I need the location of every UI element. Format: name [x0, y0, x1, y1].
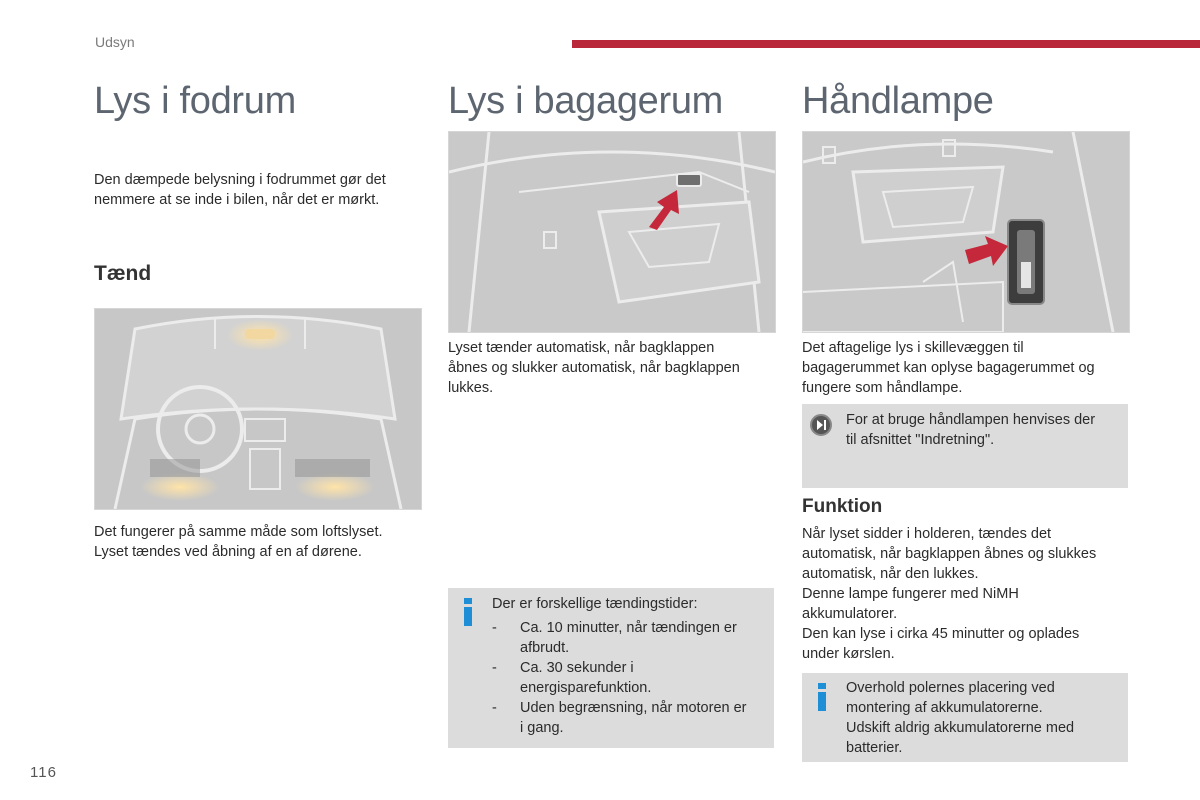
- subtitle-taend: Tænd: [94, 262, 152, 285]
- battery-info-text: Overhold polernes placering ved montering af akkumulatorerne. Udskift aldrig akkumulatorerne med batterier.: [846, 680, 1075, 756]
- header-accent-bar: [572, 40, 1200, 48]
- col3-caption: [802, 338, 1142, 398]
- col2-caption-line: Lyset tænder automatisk, når bagklappen: [448, 340, 715, 356]
- col1-caption-line: Lyset tændes ved åbning af en af dørene.: [94, 544, 362, 560]
- trunk-light-illustration: [448, 131, 776, 333]
- reference-box: [802, 404, 1128, 488]
- col3-body: Når lyset sidder i holderen, tændes det automatisk, når bagklappen åbnes og slukkes automatisk, når den lukkes. Denne lampe fungerer med NiMH akkumulatorer. Den kan lyse i cirka 45 minutter og oplades under kørslen.: [802, 526, 1097, 662]
- col1-intro: [94, 170, 424, 210]
- footwell-light-illustration: [94, 308, 422, 510]
- col3-caption-line: bagagerummet kan oplyse bagagerummet og: [802, 360, 1095, 376]
- info-box-batteries: [802, 673, 1128, 762]
- col2-caption-line: åbnes og slukker automatisk, når bagklappen: [448, 360, 740, 376]
- reference-icon: [810, 414, 832, 436]
- col1-caption-line: Det fungerer på samme måde som loftslyset.: [94, 524, 383, 540]
- info-lead: Der er forskellige tændingstider:: [492, 596, 698, 612]
- info-icon: [464, 598, 472, 626]
- info-icon: [818, 683, 826, 711]
- info-box-lighting-times: [448, 588, 774, 748]
- list-item: - Ca. 30 sekunder i energisparefunktion.: [492, 660, 652, 696]
- hand-lamp-illustration: [802, 131, 1130, 333]
- page-number: 116: [30, 764, 57, 781]
- section-label: Udsyn: [95, 34, 135, 50]
- reference-text: For at bruge håndlampen henvises der til afsnittet "Indretning".: [846, 412, 1096, 448]
- col1-intro-line: Den dæmpede belysning i fodrummet gør det: [94, 172, 386, 188]
- title-haandlampe: Håndlampe: [802, 80, 994, 122]
- col2-caption: [448, 338, 778, 398]
- title-lys-i-bagagerum: Lys i bagagerum: [448, 80, 724, 122]
- col2-caption-line: lukkes.: [448, 380, 494, 396]
- col1-intro-line: nemmere at se inde i bilen, når det er mørkt.: [94, 192, 380, 208]
- list-item: - Uden begrænsning, når motoren er i gang.: [492, 700, 747, 736]
- list-item: - Ca. 10 minutter, når tændingen er afbrudt.: [492, 620, 737, 656]
- col3-caption-line: fungere som håndlampe.: [802, 380, 963, 396]
- title-lys-i-fodrum: Lys i fodrum: [94, 80, 296, 122]
- col3-caption-line: Det aftagelige lys i skillevæggen til: [802, 340, 1024, 356]
- col1-caption: [94, 522, 424, 562]
- subtitle-funktion: Funktion: [802, 496, 883, 517]
- lighting-times-list: [492, 618, 768, 738]
